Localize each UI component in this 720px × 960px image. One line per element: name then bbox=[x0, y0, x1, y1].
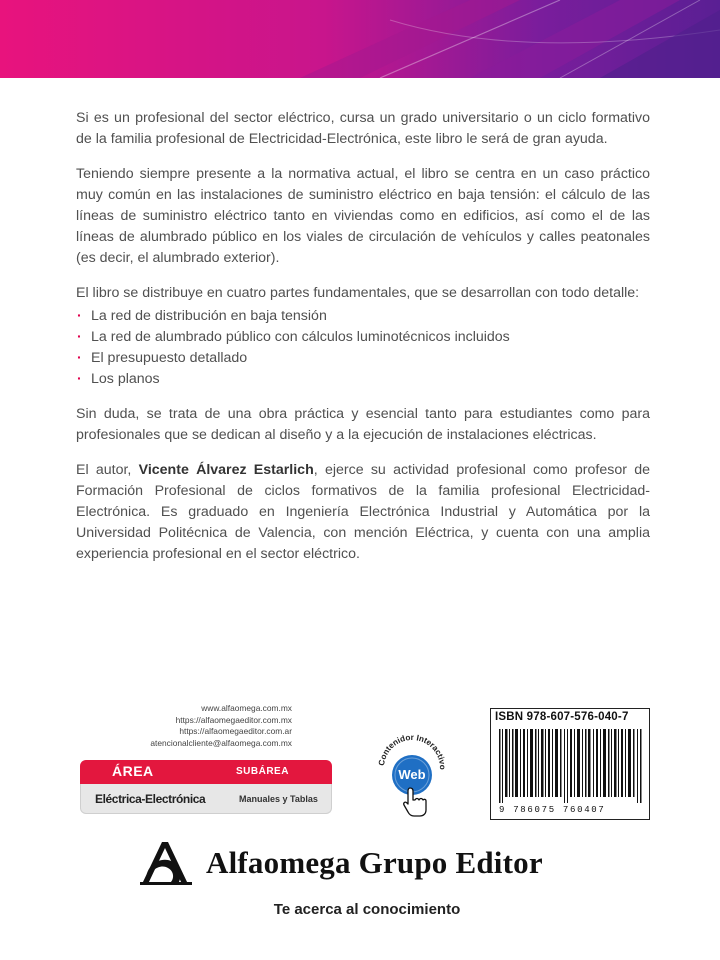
web-label: Web bbox=[398, 767, 426, 782]
publisher-tagline: Te acerca al conocimiento bbox=[273, 901, 461, 918]
author-name: Vicente Álvarez Estarlich bbox=[138, 462, 314, 478]
isbn-barcode bbox=[490, 708, 650, 820]
structure-paragraph: El libro se distribuye en cuatro partes fundamentales, que se desarrollan con todo detalle: bbox=[76, 285, 640, 301]
area-value: Eléctrica-Electrónica bbox=[95, 792, 206, 806]
alfaomega-logo-icon bbox=[138, 838, 194, 886]
barcode-digits: 9 786075 760407 bbox=[499, 805, 606, 815]
bullet-icon: · bbox=[77, 350, 82, 366]
author-paragraph: El autor, Vicente Álvarez Estarlich, ejerce su actividad profesional como profesor de Formación Profesional de ciclos formativos de la familia profesional Electricidad-Electrónica. Es graduado en Ingeniería Electrónica Industrial y Automática por la Universidad Politécnica de Valencia, con mención Eléctrica, y cuenta con una amplia experiencia profesional en el sector eléctrico. bbox=[76, 462, 650, 562]
publisher-contacts bbox=[122, 703, 292, 749]
list-item: · La red de distribución en baja tensión bbox=[76, 306, 650, 327]
bullet-icon: · bbox=[77, 371, 82, 387]
focus-paragraph: Teniendo siempre presente a la normativa actual, el libro se centra en un caso práctico muy común en las instalaciones de suministro eléctrico en baja tensión: el cálculo de las líneas de suministro eléctrico tanto en viviendas como en edificios, así como el de las líneas de alumbrado público en los viales de circulación de vehículos y calles peatonales (es decir, el alumbrado exterior). bbox=[76, 166, 650, 266]
list-item: · La red de alumbrado público con cálculos luminotécnicos incluidos bbox=[76, 327, 650, 348]
publisher-name: Alfaomega Grupo Editor bbox=[206, 845, 543, 880]
barcode-graphic bbox=[497, 729, 645, 803]
bullet-icon: · bbox=[77, 329, 82, 345]
back-cover-text bbox=[76, 108, 650, 579]
area-header bbox=[80, 760, 332, 784]
subject-area-box bbox=[80, 760, 332, 816]
website-link[interactable]: https://alfaomegaeditor.com.mx bbox=[175, 714, 292, 725]
subarea-label: SUBÁREA bbox=[236, 766, 289, 777]
list-item: · El presupuesto detallado bbox=[76, 348, 650, 369]
web-content-badge[interactable] bbox=[376, 718, 448, 818]
intro-paragraph: Si es un profesional del sector eléctrico, cursa un grado universitario o un ciclo formativo de la familia profesional de Electricidad-Electrónica, este libro le será de gran ayuda. bbox=[76, 110, 650, 147]
isbn-label: ISBN 978-607-576-040-7 bbox=[495, 711, 629, 723]
parts-list bbox=[76, 306, 650, 390]
badge-arc-text: Contenidor Interactivo bbox=[377, 732, 448, 770]
list-item: · Los planos bbox=[76, 369, 650, 390]
website-link[interactable]: www.alfaomega.com.mx bbox=[201, 703, 292, 713]
summary-paragraph: Sin duda, se trata de una obra práctica y esencial tanto para estudiantes como para profesionales que se dedican al diseño y a la ejecución de instalaciones eléctricas. bbox=[76, 406, 650, 443]
bullet-icon: · bbox=[77, 308, 82, 324]
website-link[interactable]: https://alfaomegaeditor.com.ar bbox=[179, 726, 292, 736]
top-banner bbox=[0, 0, 720, 78]
area-values bbox=[80, 784, 332, 814]
area-label: ÁREA bbox=[112, 763, 154, 779]
subarea-value: Manuales y Tablas bbox=[239, 794, 318, 804]
contact-email[interactable]: atencionalcliente@alfaomega.com.mx bbox=[150, 737, 292, 748]
